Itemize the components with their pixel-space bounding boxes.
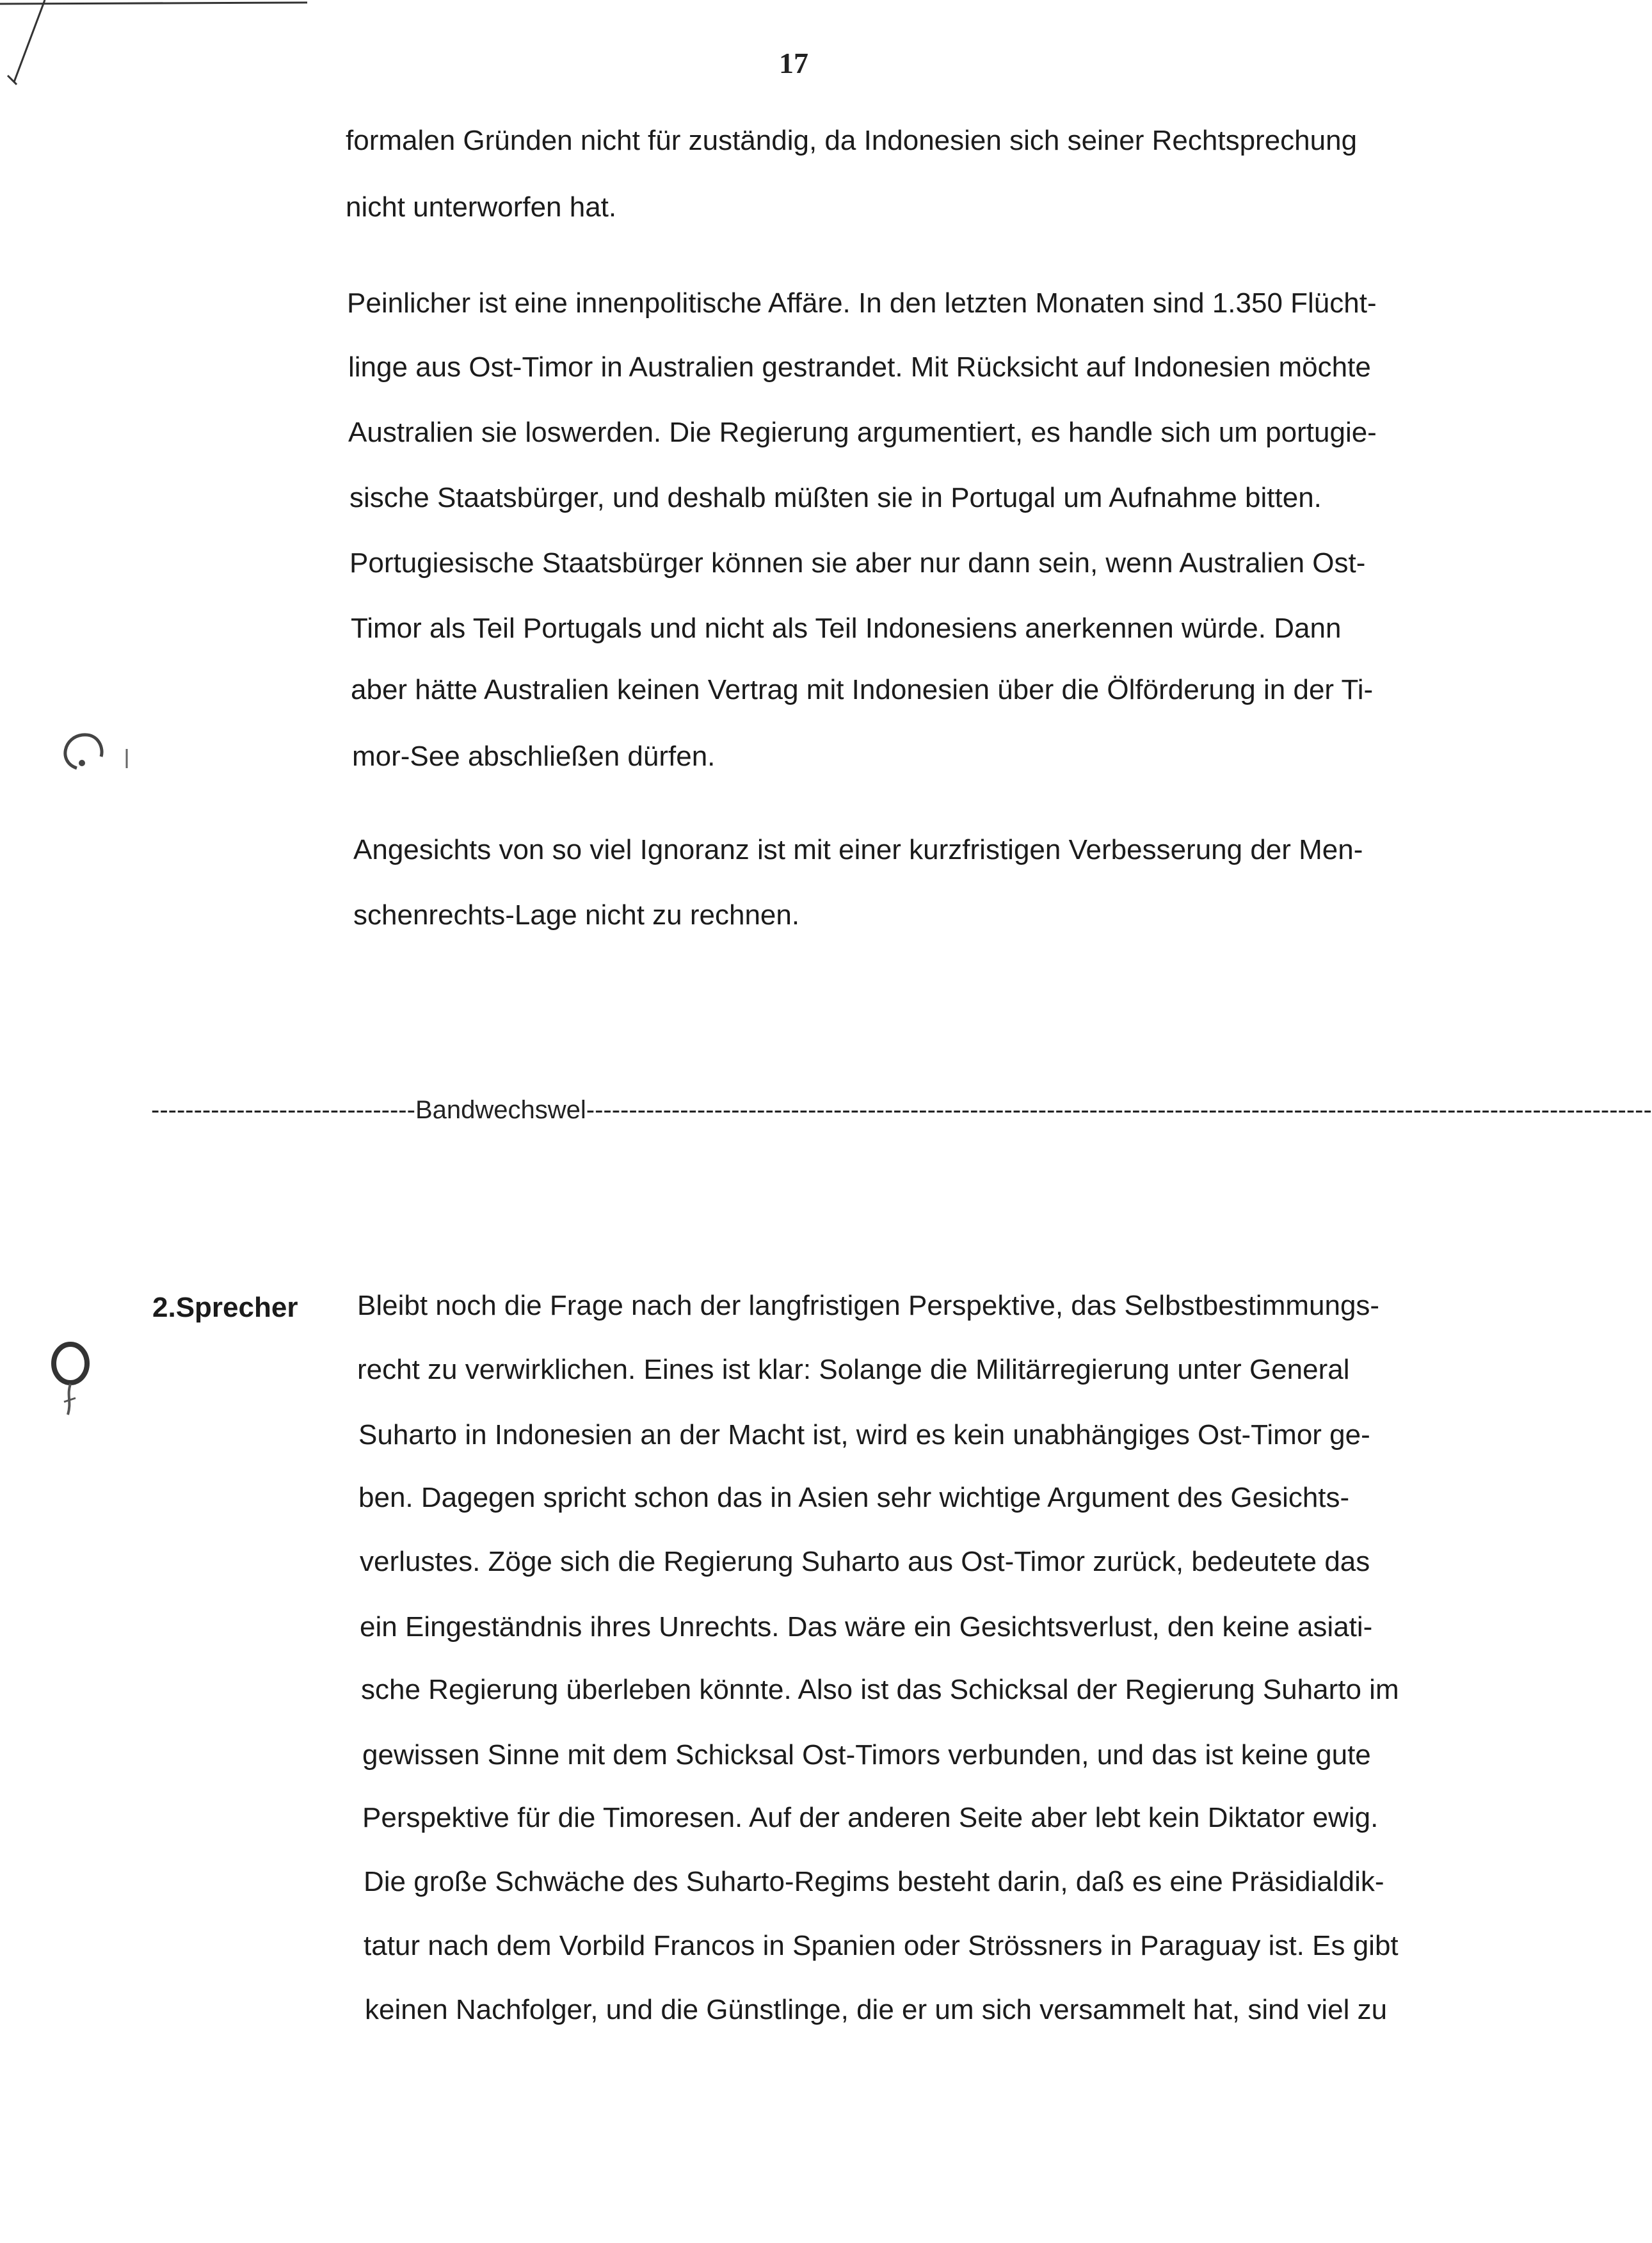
text-line: Angesichts von so viel Ignoranz ist mit einer kurzfristigen Verbesserung der Men-	[353, 834, 1363, 865]
text-line: mor-See abschließen dürfen.	[352, 741, 716, 772]
text-line: gewissen Sinne mit dem Schicksal Ost-Timors verbunden, und das ist keine gute	[362, 1739, 1371, 1771]
text-line: Timor als Teil Portugals und nicht als Teil Indonesiens anerkennen würde. Dann	[351, 613, 1342, 644]
text-line: tatur nach dem Vorbild Francos in Spanien oder Strössners in Paraguay ist. Es gibt	[364, 1930, 1399, 1961]
text-line: formalen Gründen nicht für zuständig, da Indonesien sich seiner Rechtsprechung	[346, 125, 1358, 156]
divider-dashes-right: -----------------------------------------------------------------------------------------------------------------------------	[586, 1096, 1652, 1124]
text-line: Perspektive für die Timoresen. Auf der anderen Seite aber lebt kein Diktator ewig.	[362, 1802, 1379, 1833]
corner-pen-stroke	[0, 0, 358, 102]
binder-hole-mark-upper	[51, 723, 141, 787]
text-line: ein Eingeständnis ihres Unrechts. Das wäre ein Gesichtsverlust, den keine asiati-	[360, 1611, 1373, 1643]
text-line: linge aus Ost-Timor in Australien gestrandet. Mit Rücksicht auf Indonesien möchte	[348, 351, 1371, 383]
speaker-label: 2.Sprecher	[152, 1292, 298, 1323]
text-line: sische Staatsbürger, und deshalb müßten sie in Portugal um Aufnahme bitten.	[349, 482, 1322, 513]
text-line: Die große Schwäche des Suharto-Regims besteht darin, daß es eine Präsidialdik-	[364, 1866, 1384, 1897]
text-line: Australien sie loswerden. Die Regierung argumentiert, es handle sich um portugie-	[348, 417, 1377, 448]
text-line: sche Regierung überleben könnte. Also ist das Schicksal der Regierung Suharto im	[361, 1674, 1399, 1705]
text-line: keinen Nachfolger, und die Günstlinge, die er um sich versammelt hat, sind viel zu	[365, 1994, 1388, 2025]
text-line: recht zu verwirklichen. Eines ist klar: Solange die Militärregierung unter General	[357, 1354, 1350, 1385]
text-line: nicht unterworfen hat.	[346, 191, 617, 223]
tape-change-divider	[151, 1096, 1652, 1125]
text-line: verlustes. Zöge sich die Regierung Suharto aus Ost-Timor zurück, bedeutete das	[360, 1546, 1370, 1577]
text-line: Portugiesische Staatsbürger können sie aber nur dann sein, wenn Australien Ost-	[349, 547, 1366, 579]
text-line: aber hätte Australien keinen Vertrag mit Indonesien über die Ölförderung in der Ti-	[351, 674, 1374, 705]
tape-change-label: Bandwechswel	[415, 1096, 586, 1124]
divider-dashes-left: -------------------------------	[151, 1096, 415, 1124]
text-line: Bleibt noch die Frage nach der langfristigen Perspektive, das Selbstbestimmungs-	[357, 1290, 1380, 1321]
text-line: Peinlicher ist eine innenpolitische Affäre. In den letzten Monaten sind 1.350 Flücht-	[347, 287, 1377, 319]
binder-hole-mark-lower	[38, 1331, 115, 1427]
text-line: ben. Dagegen spricht schon das in Asien sehr wichtige Argument des Gesichts-	[358, 1482, 1350, 1513]
text-line: Suharto in Indonesien an der Macht ist, wird es kein unabhängiges Ost-Timor ge-	[358, 1419, 1370, 1451]
page-number: 17	[779, 47, 808, 79]
text-line: schenrechts-Lage nicht zu rechnen.	[353, 899, 800, 931]
